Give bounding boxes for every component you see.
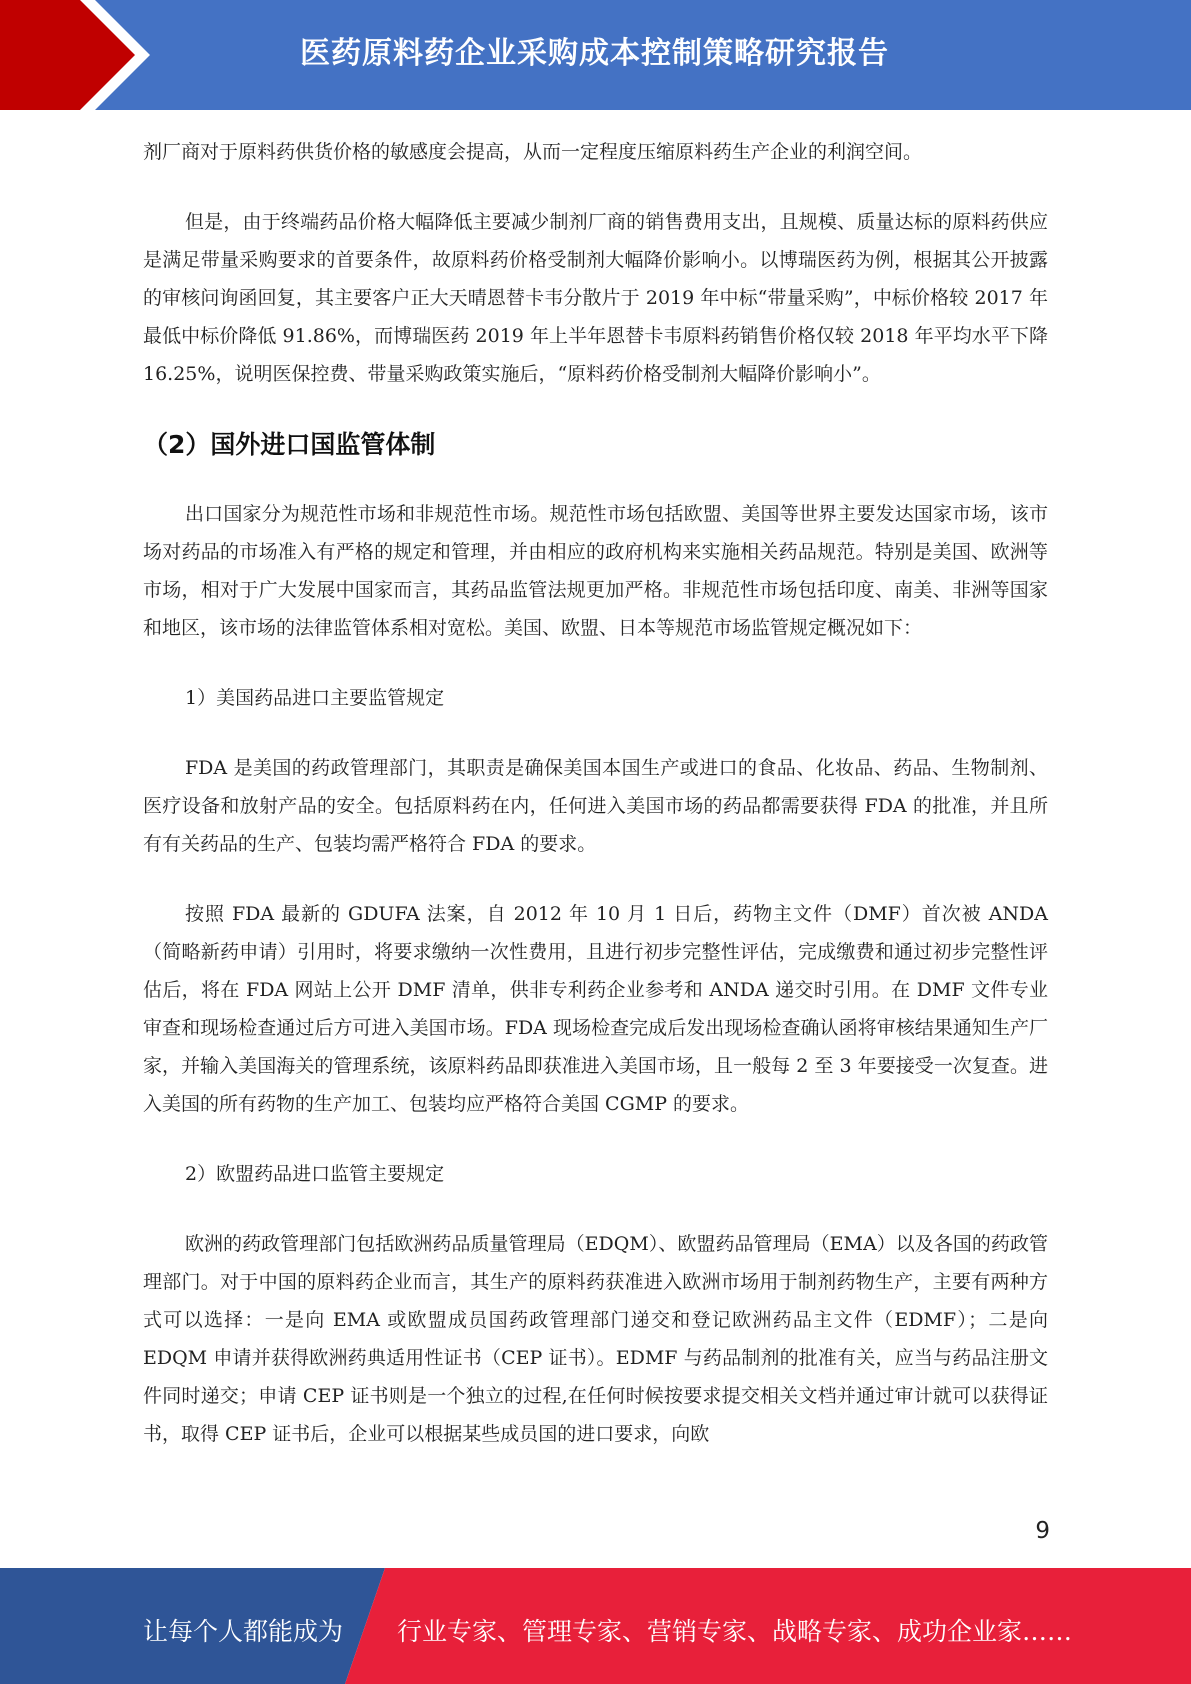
subsection-heading-eu: 2）欧盟药品进口监管主要规定 xyxy=(185,1163,445,1185)
paragraph-6: 欧洲的药政管理部门包括欧洲药品质量管理局（EDQM）、欧盟药品管理局（EMA）以及各国的药政管理部门。对于中国的原料药企业而言，其生产的原料药获准进入欧洲市场用于制剂药物生产，主要有两种方式可以选择：一是向 EMA 或欧盟成员国药政管理部门递交和登记欧洲药品主文件（EDMF）；二是向 EDQM 申请并获得欧洲药典适用性证书（CEP 证书）。EDMF 与药品制剂的批准有关，应当与药品注册文件同时递交；申请 CEP 证书则是一个独立的过程,在任何时候按要求提交相关文档并通过审计就可以获得证书，取得 CEP 证书后，企业可以根据某些成员国的进口要求，向欧 xyxy=(143,1233,1048,1445)
subsection-heading-us: 1）美国药品进口主要监管规定 xyxy=(185,687,445,709)
paragraph-3: 出口国家分为规范性市场和非规范性市场。规范性市场包括欧盟、美国等世界主要发达国家市场，该市场对药品的市场准入有严格的规定和管理，并由相应的政府机构来实施相关药品规范。特别是美国、欧洲等市场，相对于广大发展中国家而言，其药品监管法规更加严格。非规范性市场包括印度、南美、非洲等国家和地区，该市场的法律监管体系相对宽松。美国、欧盟、日本等规范市场监管规定概况如下： xyxy=(143,503,1048,639)
report-title: 医药原料药企业采购成本控制策略研究报告 xyxy=(300,36,889,71)
page-number: 9 xyxy=(1035,1518,1050,1544)
page-header xyxy=(0,0,1191,110)
paragraph-5: 按照 FDA 最新的 GDUFA 法案，自 2012 年 10 月 1 日后，药物主文件（DMF）首次被 ANDA（简略新药申请）引用时，将要求缴纳一次性费用，且进行初步完整性评估，完成缴费和通过初步完整性评估后，将在 FDA 网站上公开 DMF 清单，供非专利药企业参考和 ANDA 递交时引用。在 DMF 文件专业审查和现场检查通过后方可进入美国市场。FDA 现场检查完成后发出现场检查确认函将审核结果通知生产厂家，并输入美国海关的管理系统，该原料药品即获准进入美国市场，且一般每 2 至 3 年要接受一次复查。进入美国的所有药物的生产加工、包装均应严格符合美国 CGMP 的要求。 xyxy=(143,903,1048,1115)
page-content xyxy=(143,133,1048,1485)
paragraph-4: FDA 是美国的药政管理部门，其职责是确保美国本国生产或进口的食品、化妆品、药品、生物制剂、医疗设备和放射产品的安全。包括原料药在内，任何进入美国市场的药品都需要获得 FDA 的批准，并且所有有关药品的生产、包装均需严格符合 FDA 的要求。 xyxy=(143,757,1048,855)
page-footer xyxy=(0,1568,1191,1684)
footer-slogan-left: 让每个人都能成为 xyxy=(143,1617,344,1646)
section-heading: （2）国外进口国监管体制 xyxy=(143,430,436,459)
paragraph-2: 但是，由于终端药品价格大幅降低主要减少制剂厂商的销售费用支出，且规模、质量达标的原料药供应是满足带量采购要求的首要条件，故原料药价格受制剂大幅降价影响小。以博瑞医药为例，根据其公开披露的审核问询函回复，其主要客户正大天晴恩替卡韦分散片于 2019 年中标“带量采购”，中标价格较 2017 年最低中标价降低 91.86%，而博瑞医药 2019 年上半年恩替卡韦原料药销售价格仅较 2018 年平均水平下降 16.25%，说明医保控费、带量采购政策实施后，“原料药价格受制剂大幅降价影响小”。 xyxy=(143,211,1048,385)
paragraph-1: 剂厂商对于原料药供货价格的敏感度会提高，从而一定程度压缩原料药生产企业的利润空间。 xyxy=(143,141,923,163)
header-arrow-icon xyxy=(0,0,160,110)
footer-slogan-right: 行业专家、管理专家、营销专家、战略专家、成功企业家…… xyxy=(397,1617,1073,1646)
